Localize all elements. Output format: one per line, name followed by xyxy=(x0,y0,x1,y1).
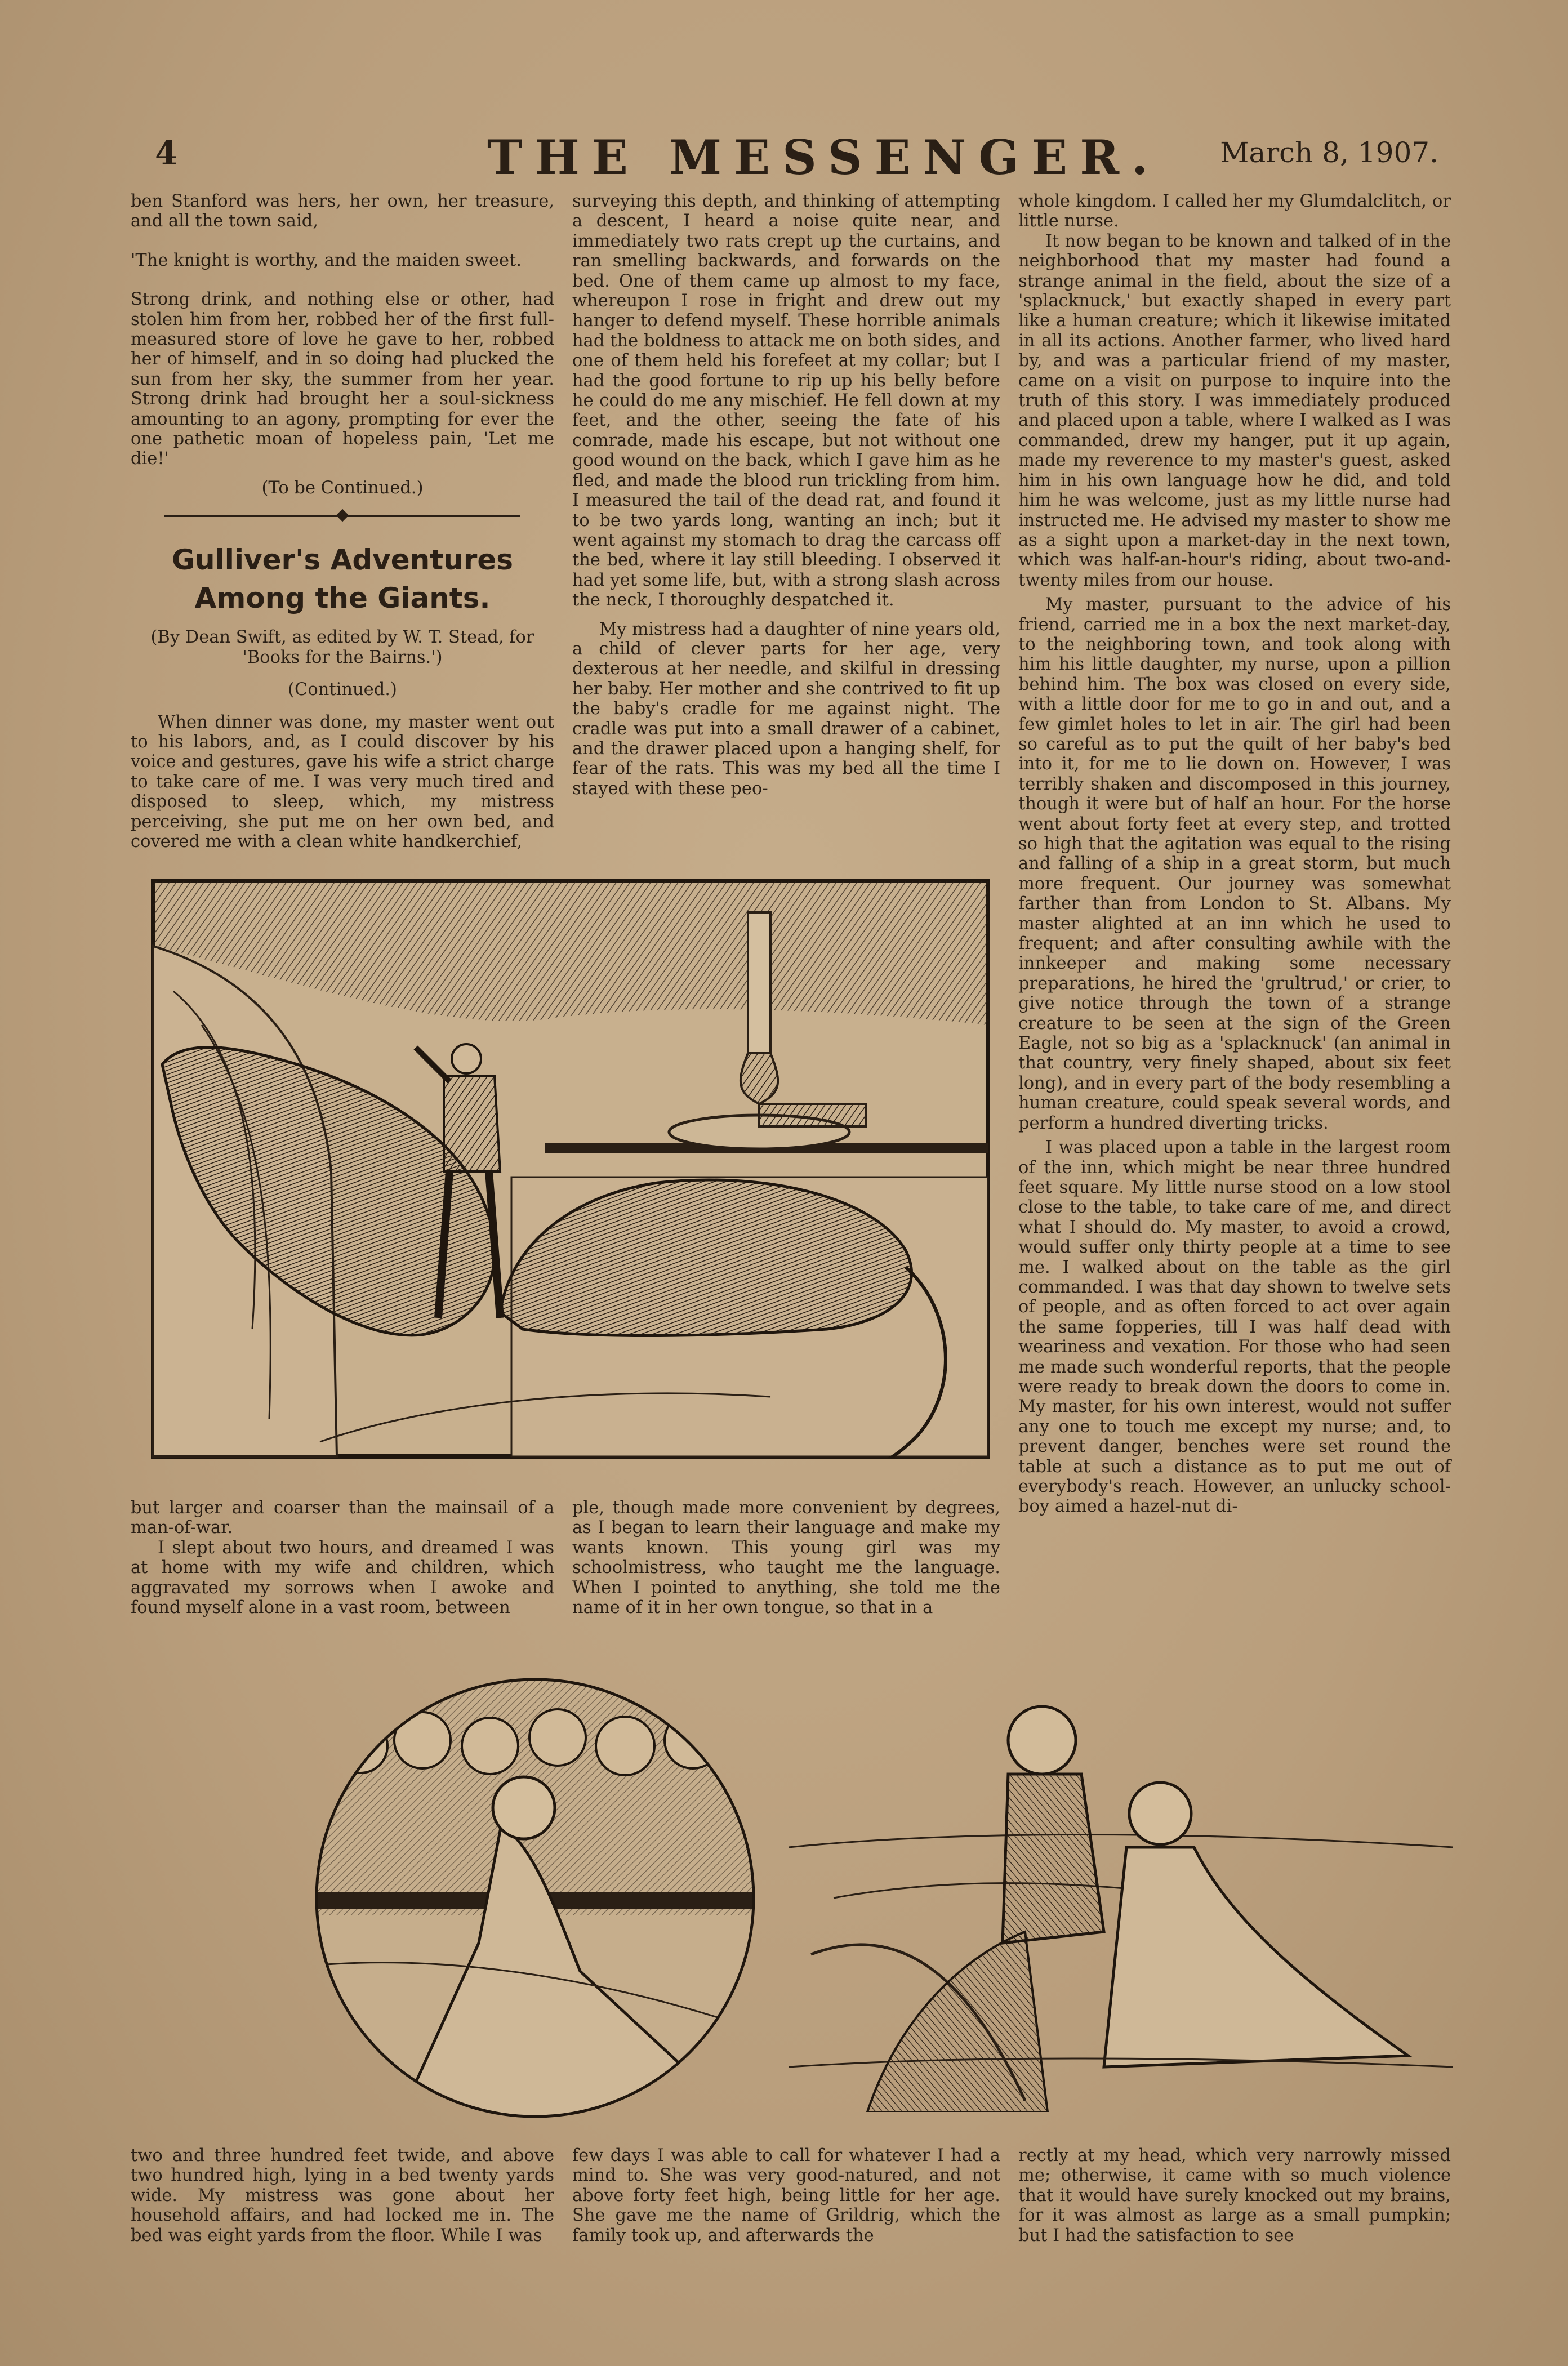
paragraph: Strong drink, and nothing else or other, had stolen him from her, robbed her of the first full-measured store of love he gave to her, robbed her of himself, and in so doing had plucked the sun from her sky, the summer from her year. Strong drink had brought her a soul-sickness amounting to an agony, prompting for ever the one pathetic moan of hopeless pain, 'Let me die!' xyxy=(131,289,554,469)
paragraph: I slept about two hours, and dreamed I was at home with my wife and children, which aggravated my sorrows when I awoke and found myself alone in a vast room, between xyxy=(131,1538,554,1618)
paragraph: surveying this depth, and thinking of attempting a descent, I heard a noise quite near, and immediately two rats crept up the curtains, and ran smelling backwards, and forwards on the bed. One of them came up almost to my face, whereupon I rose in fright and drew out my hanger to defend myself. These horrible animals had the boldness to attack me on both sides, and one of them held his forefeet at my collar; but I had the good fortune to rip up his belly before he could do me any mischief. He fell down at my feet, and the other, seeing the fate of his comrade, made his escape, but not without one good wound on the back, which I gave him as he fled, and made the blood run trickling from him. I measured the tail of the dead rat, and found it to be two yards long, wanting an inch; but it went against my stomach to drag the carcass off the bed, where it lay still bleeding. I observed it had yet some life, but, with a strong slash across the neck, I thoroughly despatched it. xyxy=(572,191,1000,611)
column-2-top xyxy=(572,191,1000,799)
rat-fight-engraving xyxy=(151,879,990,1459)
paragraph: ben Stanford was hers, her own, her treasure, and all the town said, xyxy=(131,191,554,231)
page-number: 4 xyxy=(155,134,178,172)
column-2-middle xyxy=(572,1498,1000,1618)
paragraph: two and three hundred feet twide, and above two hundred high, lying in a bed twenty yards wide. My mistress was gone about her household affairs, and had locked me in. The bed was eight yards from the floor. While I was xyxy=(131,2146,554,2245)
masthead-title: THE MESSENGER. xyxy=(487,130,1161,185)
column-3 xyxy=(1018,191,1451,1517)
paragraph: rectly at my head, which very narrowly missed me; otherwise, it came with so much violence that it would have surely knocked out my brains, for it was almost as large as a small pumpkin; but I had the satisfaction to see xyxy=(1018,2146,1451,2245)
column-1-top xyxy=(131,191,554,852)
paragraph: whole kingdom. I called her my Glumdalclitch, or little nurse. xyxy=(1018,191,1451,231)
column-1-bottom xyxy=(131,2146,554,2245)
rat-fight-illustration xyxy=(151,879,990,1459)
paragraph: few days I was able to call for whatever I had a mind to. She was very good-natured, and not above forty feet high, being little for her age. She gave me the name of Grildrig, which the family took up, and afterwards the xyxy=(572,2146,1000,2245)
horse-ride-engraving xyxy=(789,1661,1453,2112)
column-3-bottom xyxy=(1018,2146,1451,2245)
paragraph: My mistress had a daughter of nine years old, a child of clever parts for her age, very dexterous at her needle, and skilful in dressing her baby. Her mother and she contrived to fit up the baby's cradle for me against night. The cradle was put into a small drawer of a cabinet, and the drawer placed upon a hanging shelf, for fear of the rats. This was my bed all the time I stayed with these peo- xyxy=(572,619,1000,799)
crowd-engraving xyxy=(186,1678,783,2118)
paragraph: ple, though made more convenient by degrees, as I began to learn their language and make my wants known. This young girl was my schoolmistress, who taught me the language. When I pointed to anything, she told me the name of it in her own tongue, so that in a xyxy=(572,1498,1000,1618)
paragraph: My master, pursuant to the advice of his friend, carried me in a box the next market-day, to the neighboring town, and took along with him his little daughter, my nurse, upon a pillion behind him. The box was closed on every side, with a little door for me to go in and out, and a few gimlet holes to let in air. The girl had been so careful as to put the quilt of her baby's bed into it, for me to lie down on. However, I was terribly shaken and discomposed in this journey, though it were but of half an hour. For the horse went about forty feet at every step, and trotted so high that the agitation was equal to the rising and falling of a ship in a great storm, but much more frequent. Our journey was somewhat farther than from London to St. Albans. My master alighted at an inn which he used to frequent; and after consulting awhile with the innkeeper and making some necessary preparations, he hired the 'grultrud,' or crier, to give notice through the town of a strange creature to be seen at the sign of the Green Eagle, not so big as a 'splacknuck' (an animal in that country, very finely shaped, about six feet long), and in every part of the body resembling a human creature, could speak several words, and perform a hundred diverting tricks. xyxy=(1018,595,1451,1133)
column-1-middle xyxy=(131,1498,554,1618)
quote-line: 'The knight is worthy, and the maiden sweet. xyxy=(131,250,522,270)
paragraph: It now began to be known and talked of in the neighborhood that my master had found a strange animal in the field, about the size of a 'splacknuck,' but exactly shaped in every part like a human creature; which it likewise imitated in all its actions. Another farmer, who lived hard by, and was a particular friend of my master, came on a visit on purpose to inquire into the truth of this story. I was immediately produced and placed upon a table, where I walked as I was commanded, drew my hanger, put it up again, made my reverence to my master's guest, asked him in his own language how he did, and told him he was welcome, just as my little nurse had instructed me. He advised my master to show me as a sight upon a market-day in the next town, which was half-an-hour's riding, about two-and-twenty miles from our house. xyxy=(1018,231,1451,590)
paragraph: I was placed upon a table in the largest room of the inn, which might be near three hundred feet square. My little nurse stood on a low stool close to the table, to take care of me, and direct what I should do. My master, to avoid a crowd, would suffer only thirty people at a time to see me. I walked about on the table as the girl commanded. I was that day shown to twelve sets of people, and as often forced to act over again the same fopperies, till I was half dead with weariness and vexation. For those who had seen me made such wonderful reports, that the people were ready to break down the doors to come in. My master, for his own interest, would not suffer any one to touch me except my nurse; and, to prevent danger, benches were set round the table at such a distance as to put me out of everybody's reach. However, an unlucky school-boy aimed a hazel-nut di- xyxy=(1018,1138,1451,1517)
paragraph: When dinner was done, my master went out to his labors, and, as I could discover by his voice and gestures, gave his wife a strict charge to take care of me. I was very much tired and disposed to sleep, which, my mistress perceiving, she put me on her own bed, and covered me with a clean white handkerchief, xyxy=(131,712,554,852)
crowd-illustration xyxy=(186,1678,783,2118)
issue-date: March 8, 1907. xyxy=(1220,136,1438,169)
byline: (By Dean Swift, as edited by W. T. Stead, for 'Books for the Bairns.') xyxy=(150,627,534,667)
continued-label: (Continued.) xyxy=(288,680,397,700)
article-title: Gulliver's Adventures Among the Giants. xyxy=(171,543,514,615)
column-2-bottom xyxy=(572,2146,1000,2245)
horse-ride-illustration xyxy=(789,1661,1453,2112)
to-be-continued: (To be Continued.) xyxy=(261,478,424,498)
page-header xyxy=(144,130,1455,185)
section-divider xyxy=(164,510,520,522)
paragraph: but larger and coarser than the mainsail of a man-of-war. xyxy=(131,1498,554,1538)
